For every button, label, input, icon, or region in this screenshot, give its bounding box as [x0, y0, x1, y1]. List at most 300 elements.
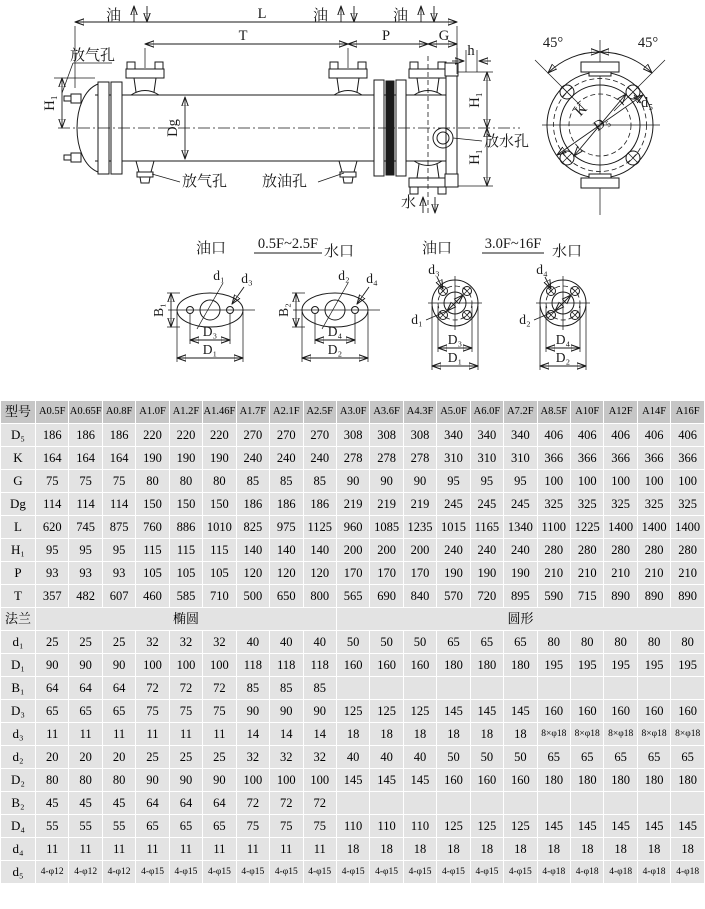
table-cell: 40 — [270, 631, 302, 653]
table-cell: 75 — [170, 700, 202, 722]
bolt-hole — [560, 85, 574, 99]
table-cell: 186 — [304, 493, 336, 515]
table-cell: 80 — [638, 631, 670, 653]
table-cell — [437, 792, 469, 814]
table-cell: 65 — [103, 700, 135, 722]
model-header: A14F — [638, 401, 670, 423]
table-cell: 80 — [203, 470, 235, 492]
table-cell: 105 — [136, 562, 168, 584]
table-cell: 65 — [671, 746, 704, 768]
row-label: K — [1, 447, 35, 469]
table-cell: 11 — [170, 838, 202, 860]
table-cell: 72 — [237, 792, 269, 814]
table-cell: 55 — [36, 815, 68, 837]
table-cell: 100 — [571, 470, 603, 492]
table-cell: 210 — [638, 562, 670, 584]
table-cell: 195 — [571, 654, 603, 676]
oil-flow-label-3: 油 — [393, 7, 409, 24]
oval-oil-flange — [151, 268, 255, 362]
model-header: A1.2F — [170, 401, 202, 423]
table-cell: 100 — [638, 470, 670, 492]
table-cell: 55 — [103, 815, 135, 837]
table-cell — [437, 677, 469, 699]
table-row — [1, 700, 704, 722]
table-cell: 280 — [671, 539, 704, 561]
table-cell: 50 — [437, 746, 469, 768]
table-cell: 145 — [538, 815, 570, 837]
table-cell: 65 — [571, 746, 603, 768]
table-cell: 220 — [136, 424, 168, 446]
table-cell: 20 — [36, 746, 68, 768]
dim-label-D2: D₂ — [327, 342, 343, 357]
table-cell: 245 — [471, 493, 503, 515]
table-cell: 90 — [36, 654, 68, 676]
table-cell: 115 — [203, 539, 235, 561]
table-cell: 180 — [604, 769, 636, 791]
table-cell: 840 — [404, 585, 436, 607]
table-cell: 11 — [136, 723, 168, 745]
table-cell: 195 — [638, 654, 670, 676]
end-view-stub-top — [581, 62, 619, 72]
table-cell: 280 — [604, 539, 636, 561]
table-cell: 340 — [437, 424, 469, 446]
spec-table-body — [1, 401, 704, 883]
table-cell: 65 — [604, 746, 636, 768]
table-row — [1, 769, 704, 791]
table-cell: 220 — [203, 424, 235, 446]
table-cell: 18 — [504, 723, 536, 745]
water-flow-label: 水 — [401, 194, 417, 211]
table-cell: 8×φ18 — [571, 723, 603, 745]
table-cell: 975 — [270, 516, 302, 538]
engineering-drawing — [0, 0, 705, 400]
table-cell: 125 — [504, 815, 536, 837]
table-cell — [337, 792, 369, 814]
water-drain-label: 放水孔 — [484, 133, 530, 150]
air-vent-fitting-bottom — [64, 153, 81, 162]
dim-label-D3-round: D₃ — [447, 332, 463, 347]
table-cell: 40 — [237, 631, 269, 653]
cover-bolt-bottom — [445, 174, 458, 187]
table-cell: 406 — [671, 424, 704, 446]
table-cell: 4-φ18 — [671, 861, 704, 883]
table-cell: 65 — [136, 815, 168, 837]
table-row — [1, 838, 704, 860]
table-cell: 50 — [370, 631, 402, 653]
end-view — [535, 35, 665, 215]
table-cell: 40 — [370, 746, 402, 768]
table-cell: 720 — [471, 585, 503, 607]
table-cell: 100 — [170, 654, 202, 676]
dim-label-d1: d₁ — [213, 268, 225, 283]
table-cell: 160 — [404, 654, 436, 676]
table-cell: 800 — [304, 585, 336, 607]
table-cell: 150 — [203, 493, 235, 515]
dim-label-T: T — [238, 28, 248, 44]
table-cell: 80 — [36, 769, 68, 791]
row-label: d₃ — [1, 723, 35, 745]
table-cell: 11 — [304, 838, 336, 860]
table-cell: 64 — [69, 677, 101, 699]
cover-bolt-top — [445, 63, 458, 76]
table-cell: 895 — [504, 585, 536, 607]
table-cell: 11 — [103, 838, 135, 860]
dim-label-D4-round: D₄ — [555, 332, 571, 347]
table-cell: 240 — [304, 447, 336, 469]
table-cell: 45 — [69, 792, 101, 814]
table-cell: 1400 — [604, 516, 636, 538]
table-cell: 4-φ15 — [270, 861, 302, 883]
dim-label-B2: B₂ — [276, 303, 291, 317]
table-cell: 120 — [237, 562, 269, 584]
table-cell: 200 — [404, 539, 436, 561]
table-cell: 366 — [671, 447, 704, 469]
table-cell: 160 — [437, 769, 469, 791]
table-cell: 1125 — [304, 516, 336, 538]
dim-label-d1-round: d₁ — [411, 312, 423, 327]
table-cell: 115 — [170, 539, 202, 561]
table-cell: 482 — [69, 585, 101, 607]
table-cell: 18 — [638, 838, 670, 860]
table-cell: 32 — [203, 631, 235, 653]
table-cell — [571, 792, 603, 814]
table-cell: 325 — [604, 493, 636, 515]
table-cell: 8×φ18 — [671, 723, 704, 745]
table-cell: 85 — [237, 677, 269, 699]
table-cell: 11 — [36, 723, 68, 745]
table-cell: 4-φ15 — [136, 861, 168, 883]
table-cell: 875 — [103, 516, 135, 538]
table-cell: 4-φ15 — [304, 861, 336, 883]
table-row — [1, 424, 704, 446]
row-label: G — [1, 470, 35, 492]
table-row — [1, 631, 704, 653]
table-cell: 75 — [237, 815, 269, 837]
row-label: B₁ — [1, 677, 35, 699]
table-cell: 210 — [538, 562, 570, 584]
table-cell: 710 — [203, 585, 235, 607]
dim-label-L: L — [257, 6, 267, 22]
table-cell: 4-φ15 — [203, 861, 235, 883]
table-cell — [370, 792, 402, 814]
dim-label-H1-left: H₁ — [42, 95, 58, 111]
flange-type-round: 圆形 — [337, 608, 704, 630]
model-header: A0.5F — [36, 401, 68, 423]
model-header: A16F — [671, 401, 704, 423]
table-cell: 4-φ18 — [604, 861, 636, 883]
table-cell: 118 — [237, 654, 269, 676]
table-cell: 890 — [671, 585, 704, 607]
table-cell — [504, 792, 536, 814]
table-row — [1, 608, 704, 630]
row-label: D₄ — [1, 815, 35, 837]
table-cell: 8×φ18 — [604, 723, 636, 745]
table-cell: 760 — [136, 516, 168, 538]
table-cell: 186 — [103, 424, 135, 446]
table-row — [1, 539, 704, 561]
table-cell: 8×φ18 — [538, 723, 570, 745]
water-port-label-2: 水口 — [551, 243, 583, 260]
table-cell: 110 — [404, 815, 436, 837]
table-cell: 90 — [170, 769, 202, 791]
table-cell: 1400 — [671, 516, 704, 538]
table-row — [1, 815, 704, 837]
table-cell: 245 — [504, 493, 536, 515]
table-cell: 40 — [304, 631, 336, 653]
dim-label-P: P — [381, 28, 391, 44]
table-cell: 280 — [638, 539, 670, 561]
dim-label-B1: B₁ — [151, 303, 166, 317]
table-cell: 65 — [36, 700, 68, 722]
table-cell: 190 — [136, 447, 168, 469]
table-cell — [604, 792, 636, 814]
oil-drain-label: 放油孔 — [262, 173, 308, 190]
table-cell: 406 — [538, 424, 570, 446]
table-cell: 114 — [69, 493, 101, 515]
table-cell: 140 — [304, 539, 336, 561]
bolt-hole — [560, 151, 574, 165]
table-cell: 180 — [638, 769, 670, 791]
model-header: A7.2F — [504, 401, 536, 423]
dim-label-h: h — [467, 43, 475, 59]
table-cell: 80 — [103, 769, 135, 791]
spec-table — [0, 400, 705, 884]
table-cell: 105 — [170, 562, 202, 584]
table-cell: 72 — [270, 792, 302, 814]
table-cell: 55 — [69, 815, 101, 837]
table-cell: 11 — [203, 838, 235, 860]
table-cell: 85 — [270, 470, 302, 492]
dim-label-K: K — [571, 100, 591, 120]
table-cell: 366 — [604, 447, 636, 469]
table-cell: 18 — [504, 838, 536, 860]
table-cell: 170 — [337, 562, 369, 584]
table-cell — [504, 677, 536, 699]
table-cell: 65 — [538, 746, 570, 768]
table-cell: 180 — [504, 654, 536, 676]
table-cell: 75 — [270, 815, 302, 837]
table-cell: 145 — [471, 700, 503, 722]
model-header: A0.8F — [103, 401, 135, 423]
table-cell — [671, 677, 704, 699]
table-cell: 11 — [170, 723, 202, 745]
table-cell: 145 — [671, 815, 704, 837]
table-cell: 180 — [437, 654, 469, 676]
table-cell: 745 — [69, 516, 101, 538]
table-cell: 72 — [304, 792, 336, 814]
row-label: D₃ — [1, 700, 35, 722]
table-cell: 1165 — [471, 516, 503, 538]
table-cell: 65 — [203, 815, 235, 837]
table-cell: 219 — [370, 493, 402, 515]
dim-label-D4: D₄ — [327, 324, 343, 339]
table-cell: 160 — [471, 769, 503, 791]
table-cell: 200 — [337, 539, 369, 561]
table-cell: 170 — [370, 562, 402, 584]
table-cell: 40 — [404, 746, 436, 768]
table-cell: 240 — [504, 539, 536, 561]
table-cell: 160 — [604, 700, 636, 722]
table-cell: 186 — [270, 493, 302, 515]
table-cell: 65 — [638, 746, 670, 768]
table-cell: 4-φ15 — [504, 861, 536, 883]
table-cell: 18 — [604, 838, 636, 860]
table-cell: 40 — [337, 746, 369, 768]
table-cell: 20 — [69, 746, 101, 768]
table-cell: 85 — [304, 470, 336, 492]
table-cell: 160 — [504, 769, 536, 791]
table-cell: 64 — [203, 792, 235, 814]
table-cell: 650 — [270, 585, 302, 607]
table-cell: 240 — [437, 539, 469, 561]
dim-label-D2-round: D₂ — [555, 350, 571, 365]
model-header: A2.1F — [270, 401, 302, 423]
table-cell: 160 — [671, 700, 704, 722]
table-cell: 325 — [538, 493, 570, 515]
round-water-flange — [519, 262, 590, 370]
table-cell: 80 — [136, 470, 168, 492]
table-cell: 105 — [203, 562, 235, 584]
table-cell — [337, 677, 369, 699]
air-vent-label-bottom: 放气孔 — [182, 173, 228, 190]
table-cell: 18 — [404, 723, 436, 745]
table-cell: 100 — [538, 470, 570, 492]
table-cell: 80 — [671, 631, 704, 653]
table-cell — [638, 677, 670, 699]
end-view-stub-bottom — [581, 178, 619, 188]
table-cell: 75 — [103, 470, 135, 492]
table-cell: 270 — [270, 424, 302, 446]
table-cell: 195 — [604, 654, 636, 676]
model-header: A12F — [604, 401, 636, 423]
table-cell: 180 — [538, 769, 570, 791]
table-cell: 50 — [504, 746, 536, 768]
table-cell: 825 — [237, 516, 269, 538]
table-cell: 195 — [538, 654, 570, 676]
row-label: D₁ — [1, 654, 35, 676]
table-cell: 11 — [103, 723, 135, 745]
table-cell: 280 — [571, 539, 603, 561]
range-large-label: 3.0F~16F — [484, 236, 542, 252]
row-label: D₅ — [1, 424, 35, 446]
dim-label-D1: D₁ — [202, 342, 218, 357]
table-cell: 1010 — [203, 516, 235, 538]
table-cell: 4-φ15 — [170, 861, 202, 883]
dim-label-D5: D₅ — [590, 112, 613, 135]
table-cell: 190 — [504, 562, 536, 584]
table-cell: 190 — [203, 447, 235, 469]
table-cell: 340 — [504, 424, 536, 446]
table-cell: 1225 — [571, 516, 603, 538]
table-cell: 270 — [237, 424, 269, 446]
table-cell: 95 — [69, 539, 101, 561]
table-cell: 18 — [404, 838, 436, 860]
table-cell: 585 — [170, 585, 202, 607]
table-cell: 145 — [337, 769, 369, 791]
air-vent-label-top: 放气孔 — [70, 47, 116, 64]
row-label: d₄ — [1, 838, 35, 860]
table-cell: 90 — [136, 769, 168, 791]
table-corner-label: 型号 — [1, 401, 35, 423]
table-cell: 11 — [36, 838, 68, 860]
row-label: T — [1, 585, 35, 607]
table-cell: 25 — [136, 746, 168, 768]
table-row — [1, 723, 704, 745]
table-cell: 278 — [337, 447, 369, 469]
table-cell: 100 — [671, 470, 704, 492]
table-cell: 125 — [370, 700, 402, 722]
table-cell: 90 — [237, 700, 269, 722]
table-cell: 18 — [471, 723, 503, 745]
table-cell: 95 — [437, 470, 469, 492]
table-cell: 145 — [504, 700, 536, 722]
table-cell: 960 — [337, 516, 369, 538]
model-header: A8.5F — [538, 401, 570, 423]
table-cell: 308 — [337, 424, 369, 446]
table-cell: 90 — [270, 700, 302, 722]
table-cell: 219 — [404, 493, 436, 515]
table-cell: 18 — [337, 838, 369, 860]
table-cell: 4-φ15 — [337, 861, 369, 883]
table-cell: 125 — [337, 700, 369, 722]
table-row — [1, 516, 704, 538]
flange-type-oval: 椭圆 — [36, 608, 336, 630]
table-cell — [404, 792, 436, 814]
model-header-row — [1, 401, 704, 423]
table-cell: 75 — [36, 470, 68, 492]
table-cell: 20 — [103, 746, 135, 768]
table-cell: 145 — [437, 700, 469, 722]
table-cell: 11 — [136, 838, 168, 860]
dim-label-Dg: Dg — [165, 119, 181, 137]
table-cell: 1100 — [538, 516, 570, 538]
table-cell: 11 — [270, 838, 302, 860]
table-cell: 18 — [538, 838, 570, 860]
table-cell: 210 — [604, 562, 636, 584]
table-cell: 80 — [69, 769, 101, 791]
row-label: P — [1, 562, 35, 584]
model-header: A3.6F — [370, 401, 402, 423]
table-cell: 890 — [604, 585, 636, 607]
model-header: A1.7F — [237, 401, 269, 423]
table-cell: 150 — [170, 493, 202, 515]
table-cell: 93 — [69, 562, 101, 584]
table-cell: 180 — [571, 769, 603, 791]
table-cell: 18 — [571, 838, 603, 860]
table-cell: 620 — [36, 516, 68, 538]
table-cell: 11 — [237, 838, 269, 860]
table-cell: 180 — [471, 654, 503, 676]
table-cell: 72 — [203, 677, 235, 699]
air-vent-fitting-top — [64, 94, 81, 103]
dim-label-G: G — [438, 28, 450, 44]
table-cell: 180 — [671, 769, 704, 791]
model-header: A1.46F — [203, 401, 235, 423]
table-cell: 1340 — [504, 516, 536, 538]
table-cell: 325 — [671, 493, 704, 515]
table-cell: 366 — [538, 447, 570, 469]
table-row — [1, 677, 704, 699]
table-cell: 75 — [203, 700, 235, 722]
table-cell: 90 — [370, 470, 402, 492]
table-cell: 890 — [638, 585, 670, 607]
table-cell: 18 — [471, 838, 503, 860]
table-cell: 406 — [604, 424, 636, 446]
table-cell: 90 — [69, 654, 101, 676]
table-cell: 190 — [471, 562, 503, 584]
table-cell: 18 — [671, 838, 704, 860]
row-label: Dg — [1, 493, 35, 515]
